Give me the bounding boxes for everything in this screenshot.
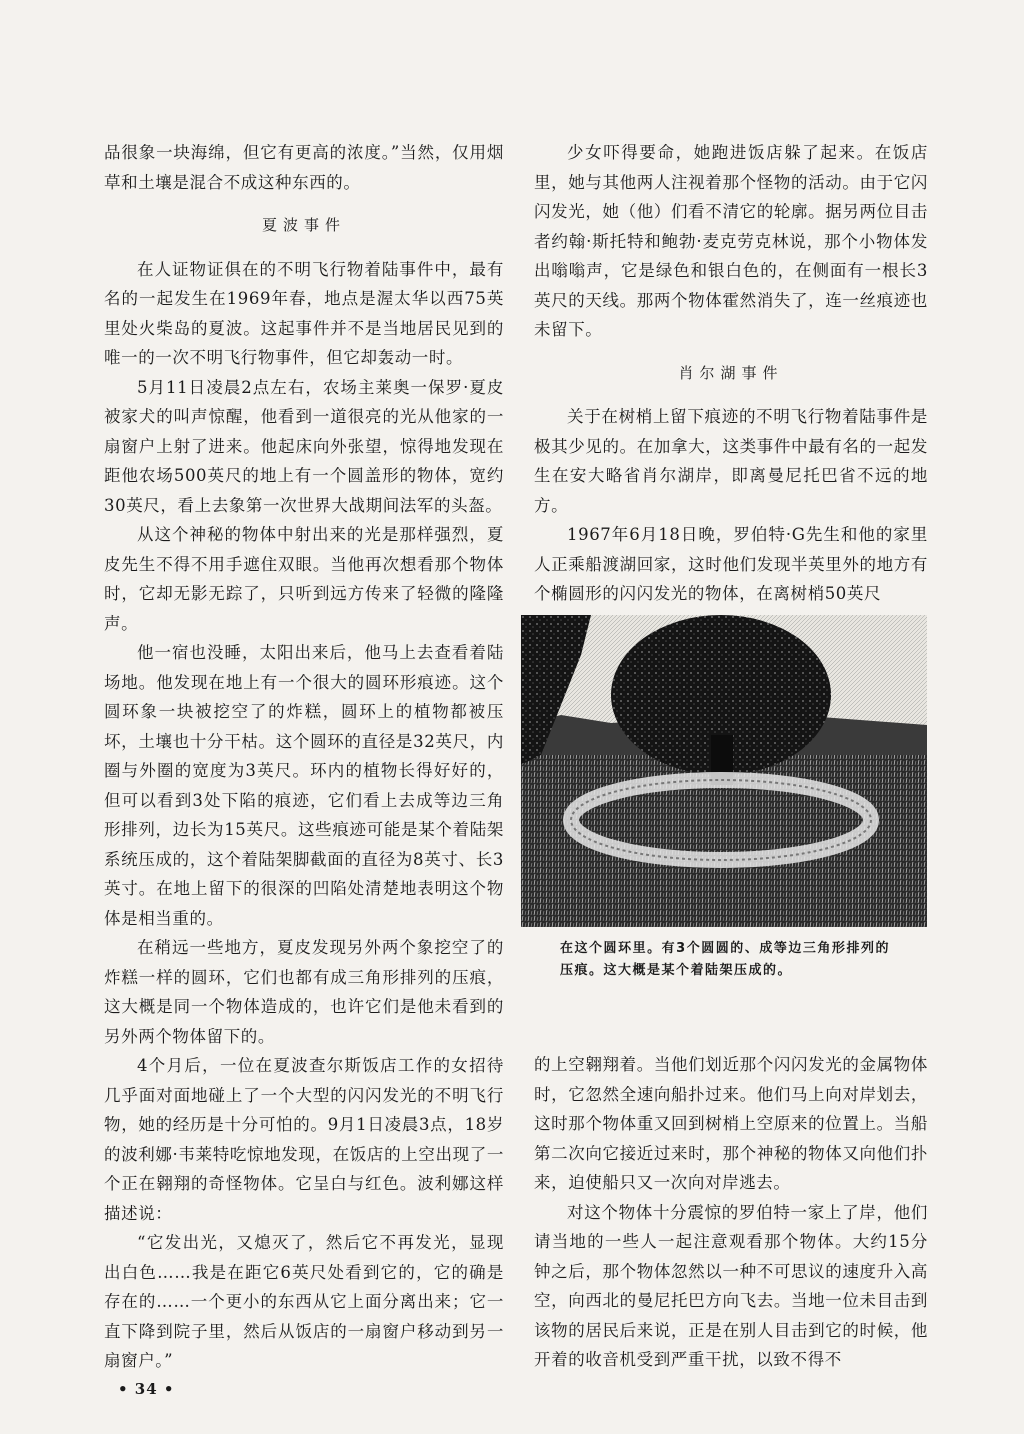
paragraph: 他一宿也没睡，太阳出来后，他马上去查看着陆场地。他发现在地上有一个很大的圆环形痕迹。这个圆环象一块被挖空了的炸糕，圆环上的植物都被压坏，土壤也十分干枯。这个圆环的直径是32英尺，内圈与外圈的宽度为3英尺。环内的植物长得好好的，但可以看到3处下陷的痕迹，它们看上去成等边三角形排列，边长为15英尺。这些痕迹可能是某个着陆架系统压成的，这个着陆架脚截面的直径为8英寸、长3英寸。在地上留下的很深的凹陷处清楚地表明这个物体是相当重的。 xyxy=(104,643,504,928)
paragraph: 4个月后，一位在夏波查尔斯饭店工作的女招待几乎面对面地碰上了一个大型的闪闪发光的不明飞行物，她的经历是十分可怕的。9月1日凌晨3点，18岁的波利娜·韦莱特吃惊地发现，在饭店的上空出现了一个正在翱翔的奇怪物体。它呈白与红色。波利娜这样描述说： xyxy=(104,1056,504,1223)
paragraph: 对这个物体十分震惊的罗伯特一家上了岸，他们请当地的一些人一起注意观看那个物体。大约15分钟之后，那个物体忽然以一种不可思议的速度升入高空，向西北的曼尼托巴方向飞去。当地一位未目击到该物的居民后来说，正是在别人目击到它的时候，他开着的收音机受到严重干扰，以致不得不 xyxy=(534,1202,928,1369)
paragraph: “它发出光，又熄灭了，然后它不再发光，显现出白色……我是在距它6英尺处看到它的，它的确是存在的……一个更小的东西从它上面分离出来；它一直下降到院子里，然后从饭店的一扇窗户移动到另一扇窗户。” xyxy=(104,1233,504,1370)
paragraph: 品很象一块海绵，但它有更高的浓度。”当然，仅用烟草和土壤是混合不成这种东西的。 xyxy=(104,143,504,192)
paragraph: 在人证物证俱在的不明飞行物着陆事件中，最有名的一起发生在1969年春，地点是渥太华以西75英里处火柴岛的夏波。这起事件并不是当地居民见到的唯一的一次不明飞行物事件，但它却轰动一时。 xyxy=(104,259,504,367)
paragraph: 少女吓得要命，她跑进饭店躲了起来。在饭店里，她与其他两人注视着那个怪物的活动。由于它闪闪发光，她（他）们看不清它的轮廓。据另两位目击者约翰·斯托特和鲍勃·麦克劳克林说，那个小物体发出嗡嗡声，它是绿色和银白色的，在侧面有一根长3英尺的天线。那两个物体霍然消失了，连一丝痕迹也未留下。 xyxy=(534,143,928,339)
engraving-svg xyxy=(521,615,927,927)
paragraph: 的上空翱翔着。当他们划近那个闪闪发光的金属物体时，它忽然全速向船扑过来。他们马上向对岸划去，这时那个物体重又回到树梢上空原来的位置上。当船第二次向它接近过来时，那个神秘的物体又向他们扑来，迫使船只又一次向对岸逃去。 xyxy=(534,1055,928,1192)
section-heading: 夏波事件 xyxy=(261,216,346,234)
illustration-ring-on-field xyxy=(521,615,927,927)
figure-caption: 在这个圆环里。有3个圆圆的、成等边三角形排列的压痕。这大概是某个着陆架压成的。 xyxy=(560,941,890,978)
paragraph: 关于在树梢上留下痕迹的不明飞行物着陆事件是极其少见的。在加拿大，这类事件中最有名的一起发生在安大略省肖尔湖岸，即离曼尼托巴省不远的地方。 xyxy=(534,407,928,515)
section-heading: 肖尔湖事件 xyxy=(678,363,784,382)
left-column xyxy=(104,138,504,1376)
page-number: • 34 • xyxy=(118,1380,175,1398)
paragraph: 从这个神秘的物体中射出来的光是那样强烈，夏皮先生不得不用手遮住双眼。当他再次想看那个物体时，它却无影无踪了，只听到远方传来了轻微的隆隆声。 xyxy=(104,525,504,633)
right-column-lower xyxy=(534,1050,928,1375)
paragraph: 在稍远一些地方，夏皮发现另外两个象挖空了的炸糕一样的圆环，它们也都有成三角形排列的压痕，这大概是同一个物体造成的，也许它们是他未看到的另外两个物体留下的。 xyxy=(104,938,504,1046)
paragraph: 1967年6月18日晚，罗伯特·G先生和他的家里人正乘船渡湖回家，这时他们发现半英里外的地方有个椭圆形的闪闪发光的物体，在离树梢50英尺 xyxy=(534,525,928,603)
right-column-upper xyxy=(534,138,928,609)
paragraph: 5月11日凌晨2点左右，农场主莱奥一保罗·夏皮被家犬的叫声惊醒，他看到一道很亮的光从他家的一扇窗户上射了进来。他起床向外张望，惊得地发现在距他农场500英尺的地上有一个圆盖形的物体，宽约30英尺，看上去象第一次世界大战期间法军的头盔。 xyxy=(104,377,504,515)
